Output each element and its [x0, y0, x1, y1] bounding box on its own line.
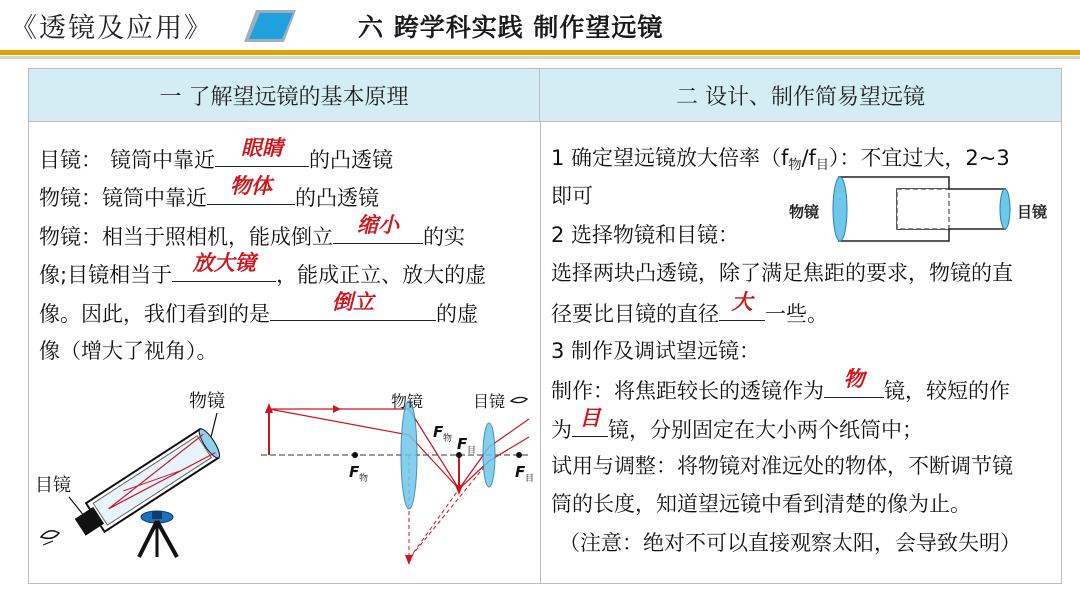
parallelogram-decoration — [244, 8, 296, 44]
answer-blank-eyepiece — [572, 405, 608, 437]
fig2-f-obj-left: F — [349, 463, 360, 481]
fix-line — [551, 405, 923, 444]
content-panel — [28, 68, 1062, 584]
answer-shrink: 缩小 — [357, 212, 399, 237]
diameter-text-b: 一些。 — [765, 302, 828, 326]
ray-diagram — [261, 389, 533, 574]
column-divider — [540, 122, 541, 583]
answer-blank-shrink — [333, 212, 423, 244]
fig2-f-obj-left-sub: 物 — [359, 474, 369, 484]
answer-larger: 大 — [731, 289, 753, 314]
answer-inverted: 倒立 — [332, 289, 374, 314]
fig2-objective-label: 物镜 — [391, 392, 424, 411]
objective-camera-text-a: 物镜：相当于照相机，能成倒立 — [39, 225, 333, 249]
fig2-f-eye-left-sub: 目 — [467, 446, 477, 456]
conclusion-text-b: 的虚 — [436, 302, 478, 326]
telescope-illustration — [29, 379, 259, 559]
objective-label: 物镜： — [39, 186, 102, 210]
objective-definition — [39, 173, 379, 212]
left-section-heading: 一 了解望远镜的基本原理 — [29, 69, 540, 122]
tube-diagram — [789, 173, 1061, 253]
safety-note: （注意：绝对不可以直接观察太阳，会导致失明） — [559, 531, 1021, 555]
eyepiece-magnifier-text-a: 像;目镜相当于 — [39, 263, 173, 287]
magnification-suffix: 即可 — [551, 184, 593, 208]
step3-title: 3 制作及调试望远镜： — [551, 339, 761, 363]
fig1-objective-label: 物镜 — [189, 391, 225, 412]
objective-camera-text-b: 的实 — [423, 225, 465, 249]
make-text-b: 镜，较短的作 — [884, 379, 1010, 403]
answer-object: 物体 — [230, 173, 272, 198]
magnification-text-mid: /f — [801, 146, 816, 170]
answer-objective: 物 — [843, 366, 865, 391]
answer-blank-inverted — [270, 289, 436, 321]
objective-camera-line — [39, 212, 465, 251]
diameter-text-a: 径要比目镜的直径 — [551, 302, 719, 326]
answer-blank-objective — [824, 366, 884, 398]
answer-blank-larger — [719, 289, 765, 321]
eyepiece-magnifier-text-b: ，能成正立、放大的虚 — [276, 263, 487, 287]
conclusion-line — [39, 289, 478, 328]
fig1-eyepiece-label: 目镜 — [35, 475, 71, 496]
answer-eyepiece: 目 — [579, 405, 601, 430]
right-section-heading: 二 设计、制作简易望远镜 — [540, 69, 1061, 122]
make-text-a: 制作：将焦距较长的透镜作为 — [551, 379, 824, 403]
adjust-line: 试用与调整：将物镜对准远处的物体，不断调节镜 — [551, 454, 1013, 478]
adjust-line-2: 筒的长度，知道望远镜中看到清楚的像为止。 — [551, 492, 971, 516]
fig2-f-eye-right: F — [515, 463, 526, 481]
top-bar — [0, 0, 1080, 48]
gold-rule — [0, 50, 1080, 55]
eyepiece-text-a: 镜筒中靠近 — [110, 148, 215, 172]
step2-text: 选择两块凸透镜，除了满足焦距的要求，物镜的直 — [551, 261, 1013, 285]
fig2-f-eye-right-sub: 目 — [525, 474, 535, 484]
gray-rule — [0, 56, 1080, 59]
conclusion-text-a: 像。因此，我们看到的是 — [39, 302, 270, 326]
fig2-f-obj-right: F — [433, 423, 444, 441]
fig2-f-obj-right-sub: 物 — [443, 434, 453, 444]
eye-icon — [511, 397, 527, 402]
course-title: 《透镜及应用》 — [10, 13, 213, 44]
magnification-sub-eyepiece: 目 — [815, 158, 829, 173]
step2-title: 2 选择物镜和目镜： — [551, 223, 740, 247]
fix-text-a: 为 — [551, 418, 572, 442]
fig2-eyepiece-label: 目镜 — [473, 392, 506, 411]
objective-text-a: 镜筒中靠近 — [102, 186, 207, 210]
eyepiece-definition — [39, 135, 393, 174]
answer-magnifier: 放大镜 — [192, 250, 256, 275]
eyepiece-label: 目镜： — [39, 148, 102, 172]
magnification-text-b: ）：不宜过大，2~3 — [828, 146, 1010, 170]
fix-text-b: 镜，分别固定在大小两个纸筒中； — [608, 418, 923, 442]
magnification-text-a: 1 确定望远镜放大倍率（f — [551, 146, 789, 170]
objective-text-b: 的凸透镜 — [295, 186, 379, 210]
page-title: 六 跨学科实践 制作望远镜 — [358, 13, 664, 42]
answer-blank-magnifier — [172, 250, 276, 282]
tube-objective-label: 物镜 — [789, 203, 820, 221]
diameter-line — [551, 289, 828, 328]
answer-eye: 眼睛 — [241, 135, 283, 160]
make-line — [551, 366, 1010, 405]
eyepiece-magnifier-line — [39, 250, 487, 289]
answer-blank-eye — [215, 135, 309, 167]
tube-eyepiece-label: 目镜 — [1017, 203, 1048, 221]
magnification-sub-objective: 物 — [788, 158, 802, 173]
viewing-angle-line: 像（增大了视角）。 — [39, 339, 218, 363]
fig2-f-eye-left: F — [457, 435, 468, 453]
answer-blank-object — [207, 173, 295, 205]
eyepiece-text-b: 的凸透镜 — [309, 148, 393, 172]
